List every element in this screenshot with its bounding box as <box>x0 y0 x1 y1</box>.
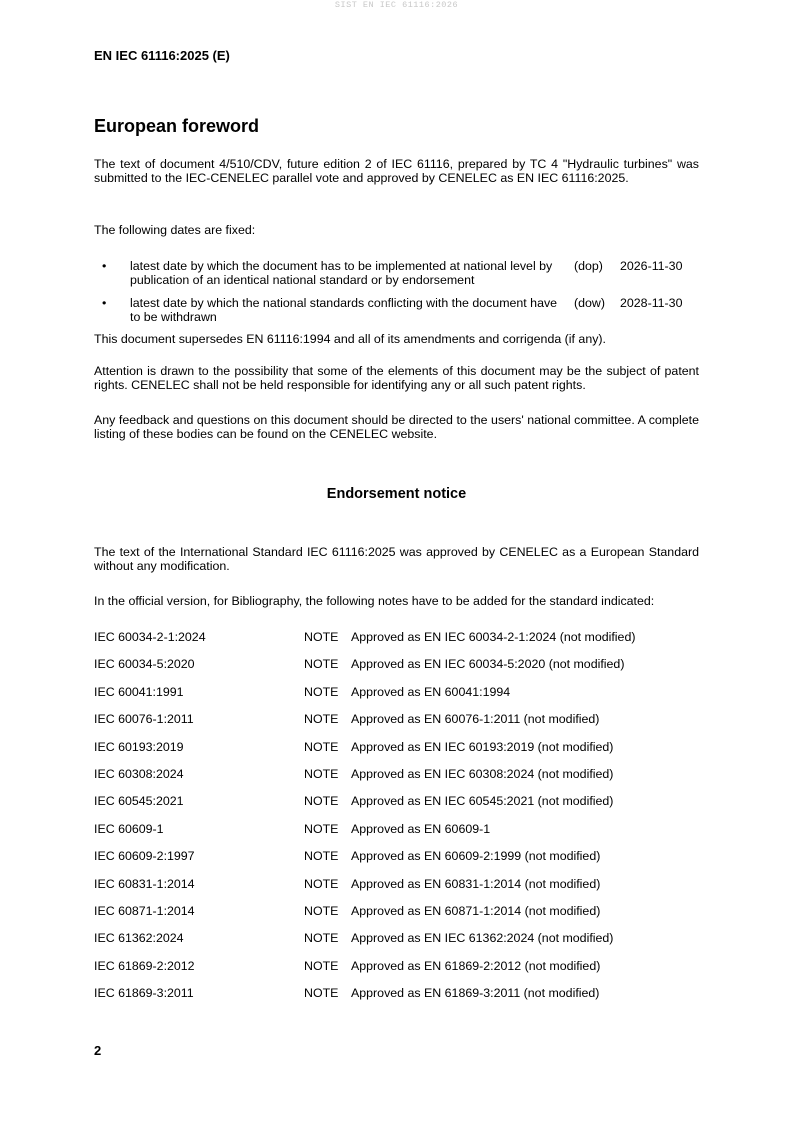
supersedes-paragraph: This document supersedes EN 61116:1994 and all of its amendments and corrigenda (if any). <box>94 332 606 346</box>
reference-note: NOTE <box>304 931 339 946</box>
endorsement-title: Endorsement notice <box>326 486 467 502</box>
reference-text: Approved as EN IEC 60034-2-1:2024 (not modified) <box>351 630 636 644</box>
reference-text: Approved as EN IEC 60545:2021 (not modified) <box>351 794 614 809</box>
reference-id: IEC 60034-5:2020 <box>94 657 195 672</box>
watermark: SIST EN IEC 61116:2026 <box>334 0 459 10</box>
reference-id: IEC 60193:2019 <box>94 739 184 754</box>
reference-row <box>94 711 699 727</box>
reference-text: Approved as EN 61869-2:2012 (not modified) <box>351 958 601 973</box>
reference-text: Approved as EN IEC 60193:2019 (not modified) <box>351 739 614 754</box>
page-number: 2 <box>94 1043 102 1058</box>
reference-text: Approved as EN IEC 61362:2024 (not modified) <box>351 931 614 946</box>
reference-row <box>94 821 699 837</box>
endorsement-text: The text of the International Standard IEC 61116:2025 was approved by CENELEC as a European Standard without any modification. <box>94 545 699 573</box>
reference-note: NOTE <box>304 958 339 973</box>
page-title: European foreword <box>94 116 260 136</box>
attention-paragraph: Attention is drawn to the possibility that some of the elements of this document may be the subject of patent rights. CENELEC shall not be held responsible for identifying any or all such patent rights. <box>94 364 699 392</box>
date-item-code: (dow) <box>574 296 605 310</box>
reference-id: IEC 60871-1:2014 <box>94 904 195 918</box>
reference-note: NOTE <box>304 630 339 644</box>
reference-row <box>94 876 699 892</box>
reference-note: NOTE <box>304 767 339 781</box>
reference-row <box>94 629 699 645</box>
reference-note: NOTE <box>304 794 339 809</box>
reference-id: IEC 61362:2024 <box>94 931 184 946</box>
document-header: EN IEC 61116:2025 (E) <box>94 48 230 63</box>
reference-note: NOTE <box>304 904 339 918</box>
reference-row <box>94 848 699 864</box>
reference-id: IEC 60545:2021 <box>94 794 184 809</box>
dates-fixed-paragraph: The following dates are fixed: <box>94 223 256 237</box>
reference-row <box>94 958 699 974</box>
reference-id: IEC 60041:1991 <box>94 684 184 699</box>
reference-text: Approved as EN 60831-1:2014 (not modified) <box>351 876 601 891</box>
reference-text: Approved as EN IEC 60034-5:2020 (not modified) <box>351 657 625 672</box>
reference-text: Approved as EN 60076-1:2011 (not modified) <box>351 712 600 727</box>
reference-id: IEC 60308:2024 <box>94 767 184 781</box>
reference-row <box>94 793 699 809</box>
bibliography-intro: In the official version, for Bibliography, the following notes have to be added for the standard indicated: <box>94 594 655 608</box>
reference-row <box>94 684 699 700</box>
reference-text: Approved as EN 60871-1:2014 (not modified) <box>351 904 601 918</box>
reference-row <box>94 656 699 672</box>
reference-note: NOTE <box>304 849 339 864</box>
reference-id: IEC 60831-1:2014 <box>94 876 195 891</box>
reference-id: IEC 60609-2:1997 <box>94 849 195 864</box>
bullet: • <box>102 259 107 273</box>
reference-note: NOTE <box>304 876 339 891</box>
reference-row <box>94 766 699 782</box>
feedback-paragraph: Any feedback and questions on this document should be directed to the users' national committee. A complete listing of these bodies can be found on the CENELEC website. <box>94 413 699 441</box>
reference-note: NOTE <box>304 821 339 836</box>
reference-row <box>94 985 699 1001</box>
reference-id: IEC 60609-1 <box>94 821 164 836</box>
date-item-code: (dop) <box>574 259 603 273</box>
bullet: • <box>102 296 107 310</box>
reference-text: Approved as EN 60609-2:1999 (not modified) <box>351 849 601 864</box>
reference-note: NOTE <box>304 712 339 727</box>
reference-row <box>94 739 699 755</box>
reference-row <box>94 903 699 919</box>
reference-note: NOTE <box>304 684 339 699</box>
reference-note: NOTE <box>304 657 339 672</box>
reference-text: Approved as EN 60041:1994 <box>351 684 511 699</box>
date-item-date: 2026-11-30 <box>620 259 683 273</box>
date-item-date: 2028-11-30 <box>620 296 683 310</box>
reference-note: NOTE <box>304 739 339 754</box>
reference-id: IEC 61869-3:2011 <box>94 986 194 1001</box>
date-item-text: latest date by which the national standards conflicting with the document have to be withdrawn <box>130 296 558 324</box>
reference-id: IEC 60034-2-1:2024 <box>94 630 206 644</box>
reference-note: NOTE <box>304 986 339 1001</box>
reference-row <box>94 930 699 946</box>
reference-text: Approved as EN 61869-3:2011 (not modified) <box>351 986 600 1001</box>
intro-paragraph: The text of document 4/510/CDV, future edition 2 of IEC 61116, prepared by TC 4 "Hydraulic turbines" was submitted to the IEC-CENELEC parallel vote and approved by CENELEC as EN IEC 61116:2025. <box>94 157 699 185</box>
reference-text: Approved as EN 60609-1 <box>351 821 491 836</box>
reference-text: Approved as EN IEC 60308:2024 (not modified) <box>351 767 614 781</box>
date-item-text: latest date by which the document has to be implemented at national level by publication of an identical national standard or by endorsement <box>130 259 553 287</box>
reference-id: IEC 61869-2:2012 <box>94 958 195 973</box>
reference-id: IEC 60076-1:2011 <box>94 712 194 727</box>
